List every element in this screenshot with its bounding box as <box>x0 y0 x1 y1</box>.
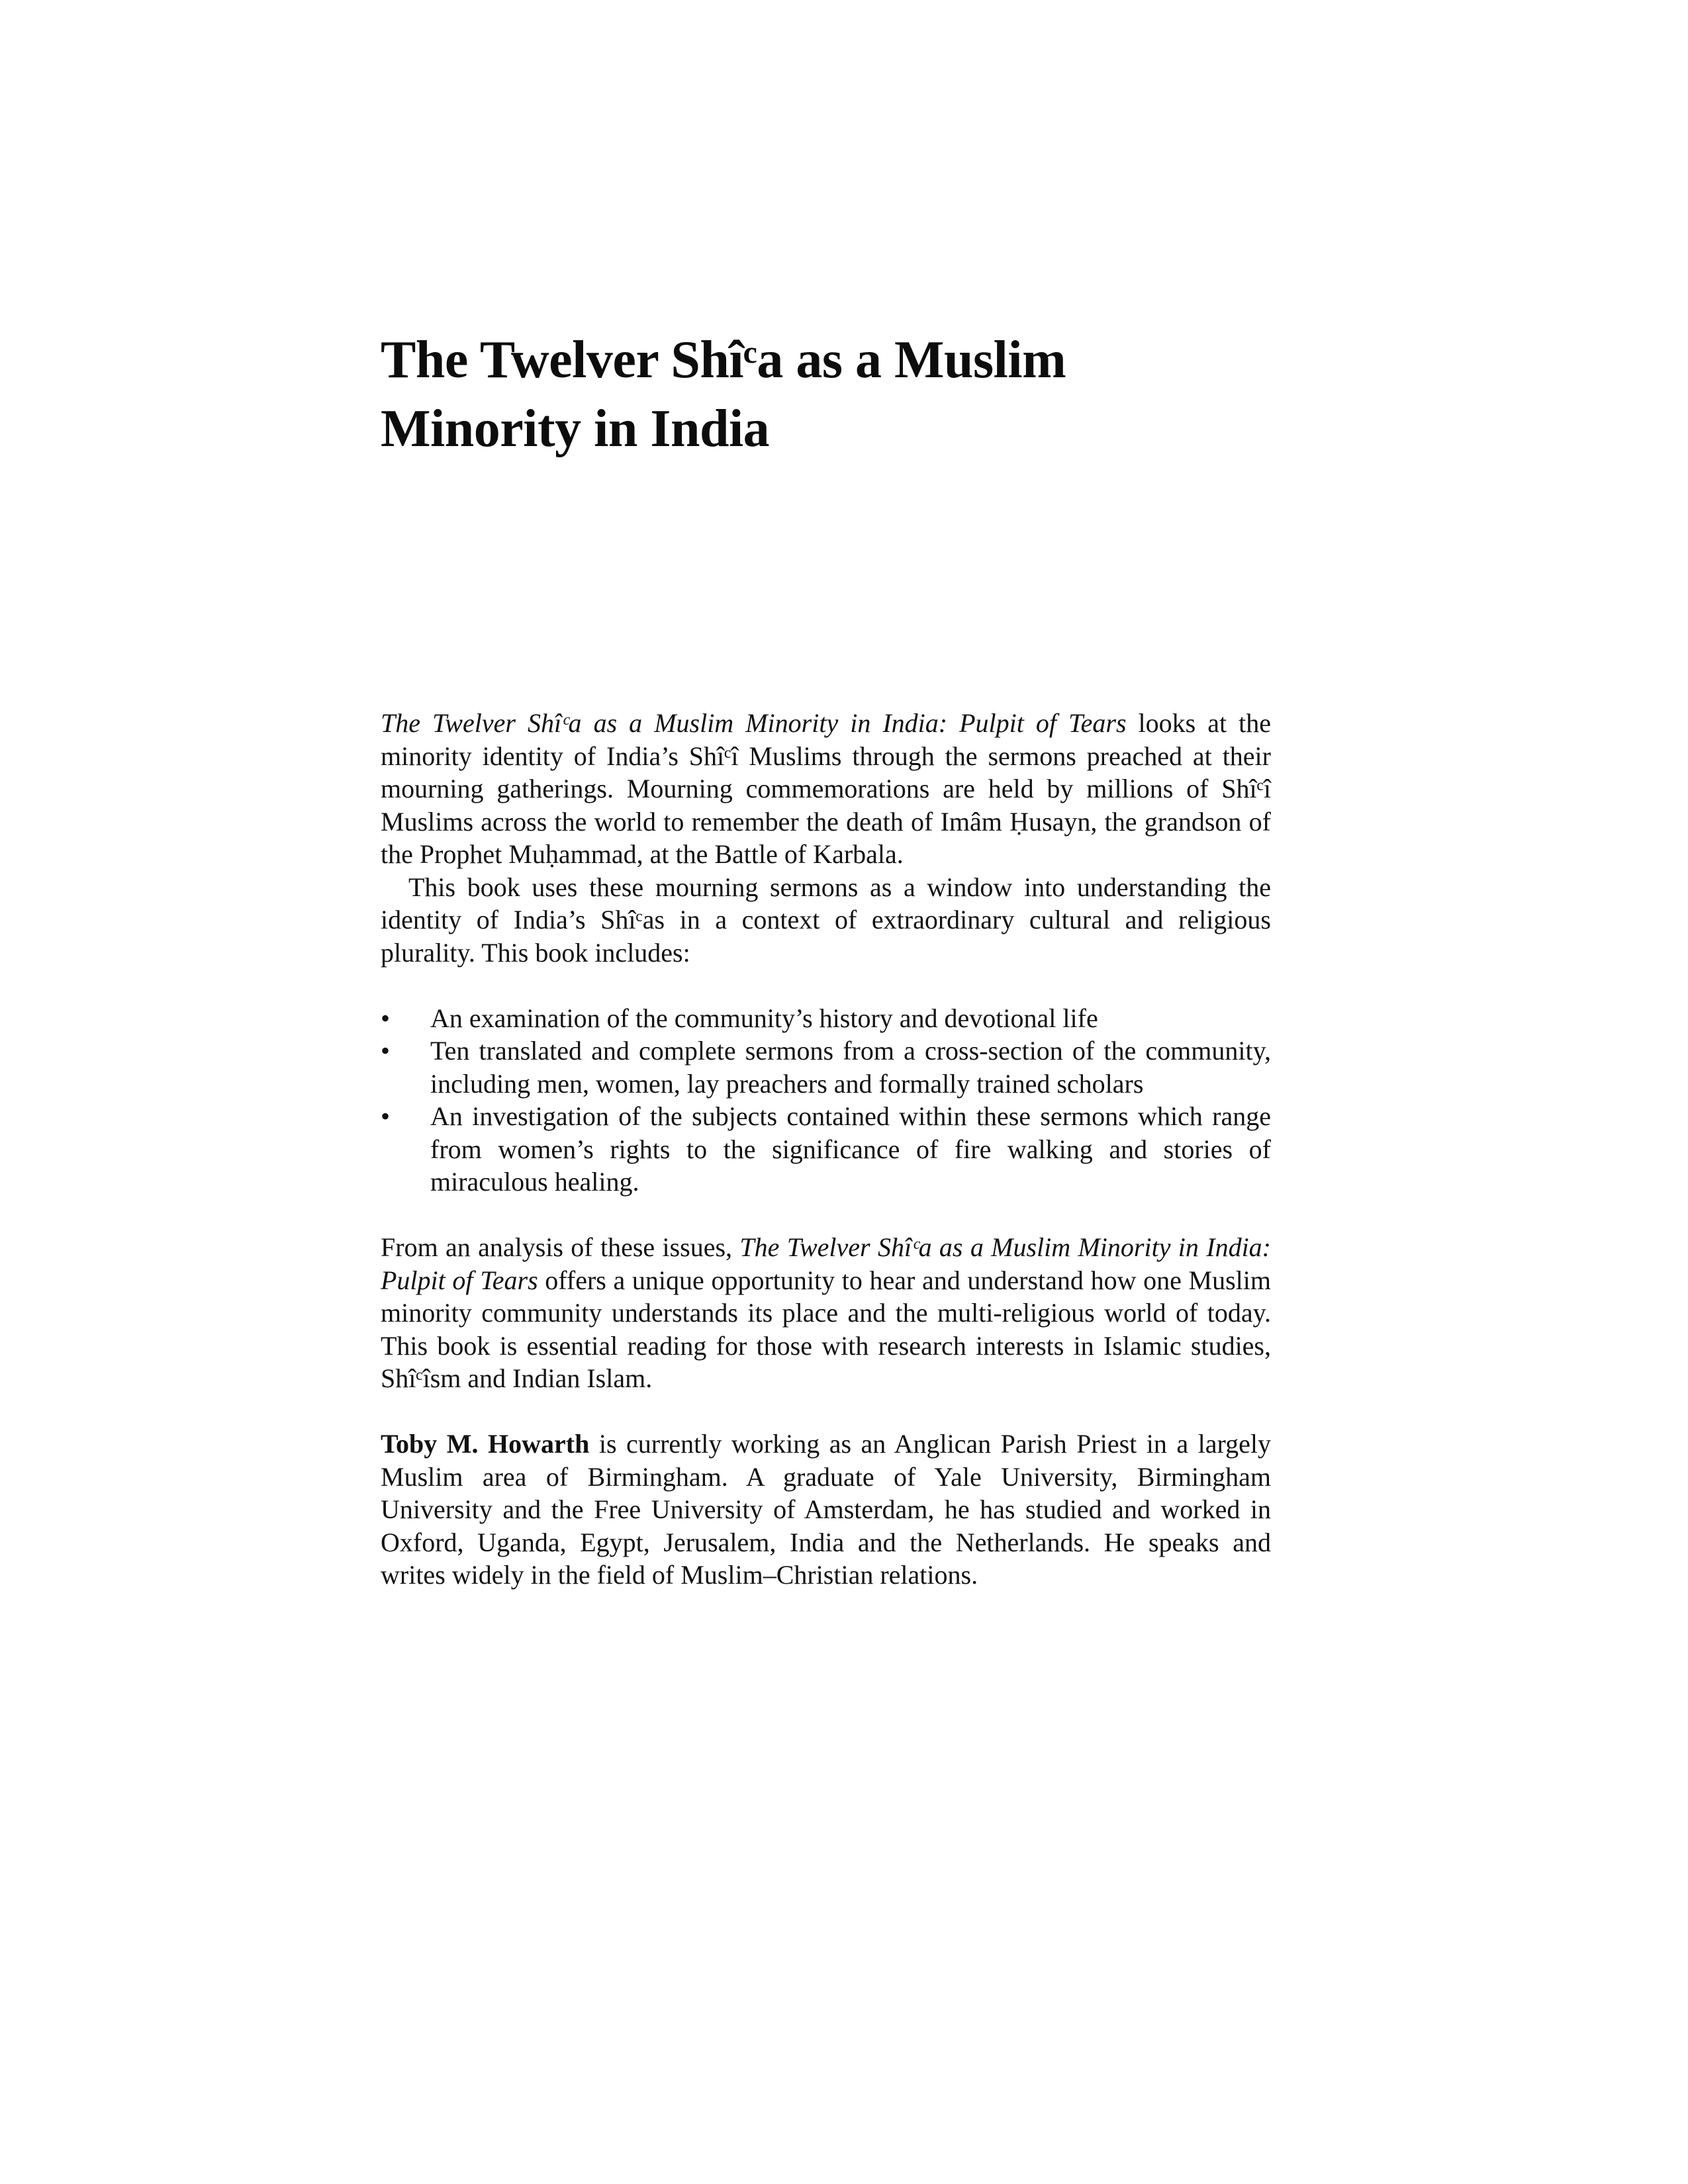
title-line-1: The Twelver Shîᶜa as a Muslim <box>381 331 1066 389</box>
analysis-lead: From an analysis of these issues, <box>381 1232 740 1262</box>
intro-text: looks at the minority identity of India’s Shîᶜî Muslims through the sermons preached at their mourning gatherings. Mourning commemorations are held by millions of Shîᶜî Muslims across the world to remember the death of Imâm Ḥusayn, the grandson of the Prophet Muḥammad, at the Battle of Karbala. <box>381 708 1271 869</box>
author-bio-paragraph <box>381 1428 1271 1592</box>
second-paragraph: This book uses these mourning sermons as a window into understanding the identity of India’s Shîᶜas in a context of extraordinary cultural and religious plurality. This book includes: <box>381 872 1271 968</box>
page-title <box>381 326 1307 463</box>
bullet-icon: • <box>381 1101 391 1131</box>
bullet-icon: • <box>381 1036 391 1066</box>
list-item <box>381 1100 1271 1199</box>
list-item-text: Ten translated and complete sermons from a cross-section of the community, including men, women, lay preachers and formally trained scholars <box>430 1036 1271 1099</box>
analysis-book-title: The Twelver Shîᶜa as a Muslim Minority in India: Pulpit of Tears <box>381 1232 1272 1295</box>
book-blurb <box>381 707 1271 1592</box>
author-name: Toby M. Howarth <box>381 1429 590 1459</box>
includes-list <box>381 1002 1271 1199</box>
list-item-text: An examination of the community’s history and devotional life <box>430 1003 1098 1033</box>
list-item <box>381 1002 1271 1035</box>
intro-book-title: The Twelver Shîᶜa as a Muslim Minority in India: Pulpit of Tears <box>381 708 1127 738</box>
list-item <box>381 1034 1271 1100</box>
list-item-text: An investigation of the subjects contained within these sermons which range from women’s rights to the significance of fire walking and stories of miraculous healing. <box>430 1101 1271 1197</box>
intro-paragraph <box>381 707 1271 871</box>
title-line-2: Minority in India <box>381 400 770 458</box>
author-bio: is currently working as an Anglican Parish Priest in a largely Muslim area of Birmingham. A graduate of Yale University, Birmingham University and the Free University of Amsterdam, he has studied and worked in Oxford, Uganda, Egypt, Jerusalem, India and the Netherlands. He speaks and writes widely in the field of Muslim–Christian relations. <box>381 1429 1271 1590</box>
bullet-icon: • <box>381 1003 391 1033</box>
analysis-text: offers a unique opportunity to hear and understand how one Muslim minority community understands its place and the multi-religious world of today. This book is essential reading for those with research interests in Islamic studies, Shîᶜîsm and Indian Islam. <box>381 1265 1271 1393</box>
analysis-paragraph <box>381 1231 1271 1395</box>
